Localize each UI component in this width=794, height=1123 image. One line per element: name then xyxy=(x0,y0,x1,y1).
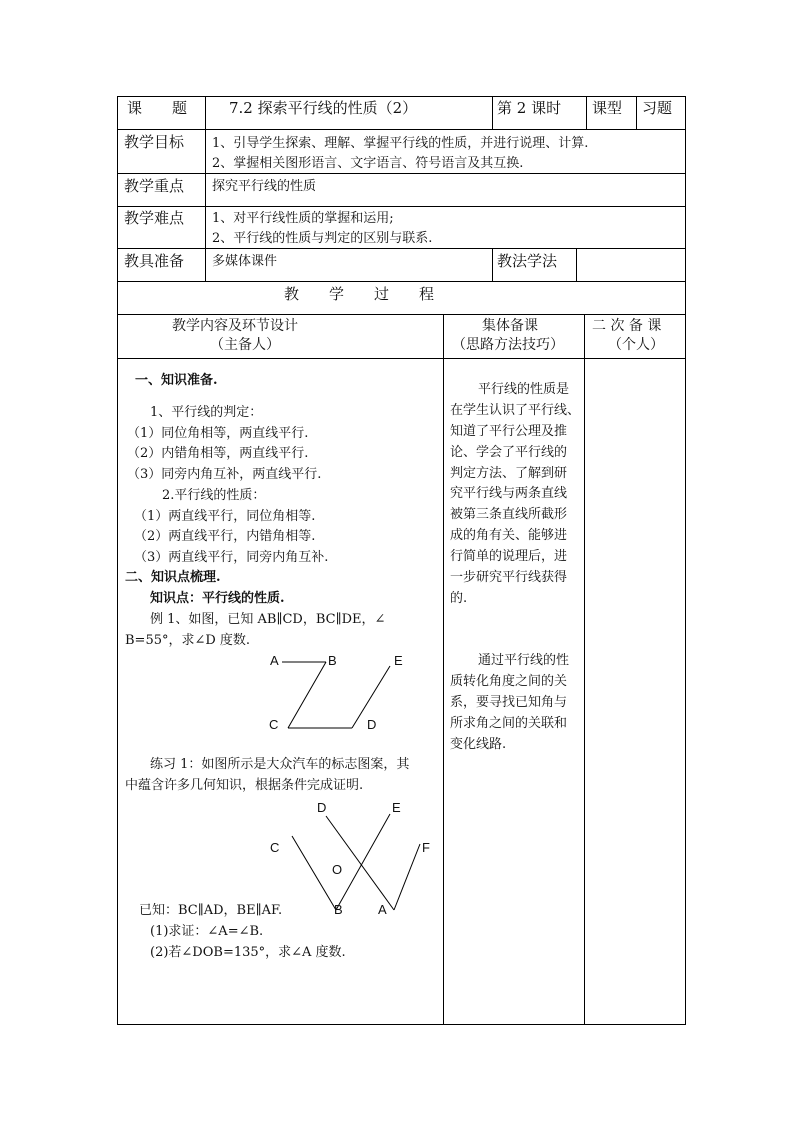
judge-title: 1、平行线的判定： xyxy=(150,405,263,420)
segment-cb xyxy=(292,836,336,910)
property-item: （2）两直线平行，内错角相等. xyxy=(134,529,316,544)
process-heading: 教 学 过 程 xyxy=(284,285,435,303)
judge-item: （3）同旁内角互补，两直线平行. xyxy=(127,467,322,482)
notes-line: 论、学会了平行线的 xyxy=(450,445,568,460)
col-divider xyxy=(205,96,206,281)
difficulty-label: 教学难点 xyxy=(124,209,185,227)
figure-2-diagram xyxy=(262,796,442,922)
table-border-bottom xyxy=(117,1024,686,1025)
given-condition: 已知：BC∥AD，BE∥AF. xyxy=(139,903,283,918)
knowledge-point: 知识点：平行线的性质. xyxy=(150,591,285,606)
row-divider xyxy=(117,173,686,174)
col-divider xyxy=(636,96,637,129)
section-2-title: 二、知识点梳理. xyxy=(125,570,221,585)
focus-label: 教学重点 xyxy=(124,177,185,195)
notes-line: 在学生认识了平行线、 xyxy=(450,403,581,418)
lesson-period: 第 2 课时 xyxy=(497,99,562,117)
judge-item: （2）内错角相等，两直线平行. xyxy=(127,446,309,461)
notes-line: 平行线的性质是 xyxy=(478,382,570,397)
question-2: (2)若∠DOB=135°，求∠A 度数. xyxy=(150,945,346,960)
lesson-label: 课 题 xyxy=(127,99,188,117)
col-divider xyxy=(576,248,577,281)
column-second-sub: （个人） xyxy=(608,337,664,353)
segment-be xyxy=(336,814,390,910)
notes-line: 成的角有关、能够进 xyxy=(450,528,568,543)
point-label: C xyxy=(270,840,280,855)
method-label: 教法学法 xyxy=(497,252,558,270)
notes-line: 的. xyxy=(450,591,468,606)
goals-line-2: 2、掌握相关图形语言、文字语言、符号语言及其互换. xyxy=(212,156,524,171)
question-1: (1)求证：∠A=∠B. xyxy=(150,924,264,939)
notes-line: 判定方法、了解到研 xyxy=(450,466,568,481)
col-divider xyxy=(584,314,585,1025)
point-label: B xyxy=(334,902,343,917)
property-title: 2.平行线的性质： xyxy=(162,488,266,503)
point-label: E xyxy=(392,800,401,815)
focus-text: 探究平行线的性质 xyxy=(212,179,317,194)
column-second: 二 次 备 课 xyxy=(592,318,662,334)
row-divider xyxy=(117,248,686,249)
point-label: B xyxy=(328,653,337,668)
col-divider xyxy=(443,314,444,1025)
example-1-line-1: 例 1、如图，已知 AB∥CD，BC∥DE，∠ xyxy=(150,612,386,627)
notes-line: 系，要寻找已知角与 xyxy=(450,695,568,710)
column-content: 教学内容及环节设计 xyxy=(172,318,298,334)
column-group: 集体备课 xyxy=(482,318,538,334)
point-label: A xyxy=(378,902,387,917)
notes-line: 变化线路. xyxy=(450,737,507,752)
point-label: F xyxy=(422,840,430,855)
table-border-left xyxy=(117,96,118,1025)
goals-line-1: 1、引导学生探索、理解、掌握平行线的性质，并进行说理、计算. xyxy=(212,136,589,151)
col-divider xyxy=(586,96,587,129)
notes-line: 被第三条直线所截形 xyxy=(450,507,568,522)
notes-line: 一步研究平行线获得 xyxy=(450,570,568,585)
point-label: D xyxy=(367,717,377,732)
difficulty-line-2: 2、平行线的性质与判定的区别与联系. xyxy=(212,231,433,246)
row-divider xyxy=(117,129,686,130)
point-label: A xyxy=(270,653,279,668)
practice-1-line-1: 练习 1：如图所示是大众汽车的标志图案，其 xyxy=(150,757,410,772)
column-group-sub: （思路方法技巧） xyxy=(452,337,564,353)
tools-text: 多媒体课件 xyxy=(212,254,278,269)
point-label: E xyxy=(394,653,403,668)
segment-bc xyxy=(288,662,326,728)
goals-label: 教学目标 xyxy=(124,133,185,151)
table-border-top xyxy=(117,96,686,97)
tools-label: 教具准备 xyxy=(124,252,185,270)
point-label: O xyxy=(332,862,343,877)
row-divider xyxy=(117,314,686,315)
table-border-right xyxy=(685,96,686,1025)
col-divider xyxy=(492,96,493,129)
section-1-title: 一、知识准备. xyxy=(135,373,218,388)
figure-1-diagram xyxy=(260,650,420,736)
row-divider xyxy=(117,206,686,207)
notes-line: 通过平行线的性 xyxy=(478,653,570,668)
point-label: C xyxy=(269,717,279,732)
notes-line: 质转化角度之间的关 xyxy=(450,674,568,689)
lesson-title: 7.2 探索平行线的性质（2） xyxy=(229,99,418,117)
property-item: （1）两直线平行，同位角相等. xyxy=(134,509,316,524)
row-divider xyxy=(117,358,686,359)
segment-af xyxy=(394,844,420,910)
point-label: D xyxy=(317,800,327,815)
notes-line: 行简单的说理后，进 xyxy=(450,549,568,564)
property-item: （3）两直线平行，同旁内角互补. xyxy=(134,550,329,565)
judge-item: （1）同位角相等，两直线平行. xyxy=(127,426,309,441)
lesson-type-value: 习题 xyxy=(642,99,673,117)
notes-line: 究平行线与两条直线 xyxy=(450,486,568,501)
difficulty-line-1: 1、对平行线性质的掌握和运用; xyxy=(212,211,394,226)
practice-1-line-2: 中蕴含许多几何知识，根据条件完成证明. xyxy=(125,778,364,793)
example-1-line-2: B=55°，求∠D 度数. xyxy=(125,633,251,648)
notes-line: 知道了平行公理及推 xyxy=(450,424,568,439)
col-divider xyxy=(492,248,493,281)
column-content-sub: （主备人） xyxy=(210,337,280,353)
lesson-type-label: 课型 xyxy=(592,99,623,117)
row-divider xyxy=(117,281,686,282)
notes-line: 所求角之间的关联和 xyxy=(450,716,568,731)
